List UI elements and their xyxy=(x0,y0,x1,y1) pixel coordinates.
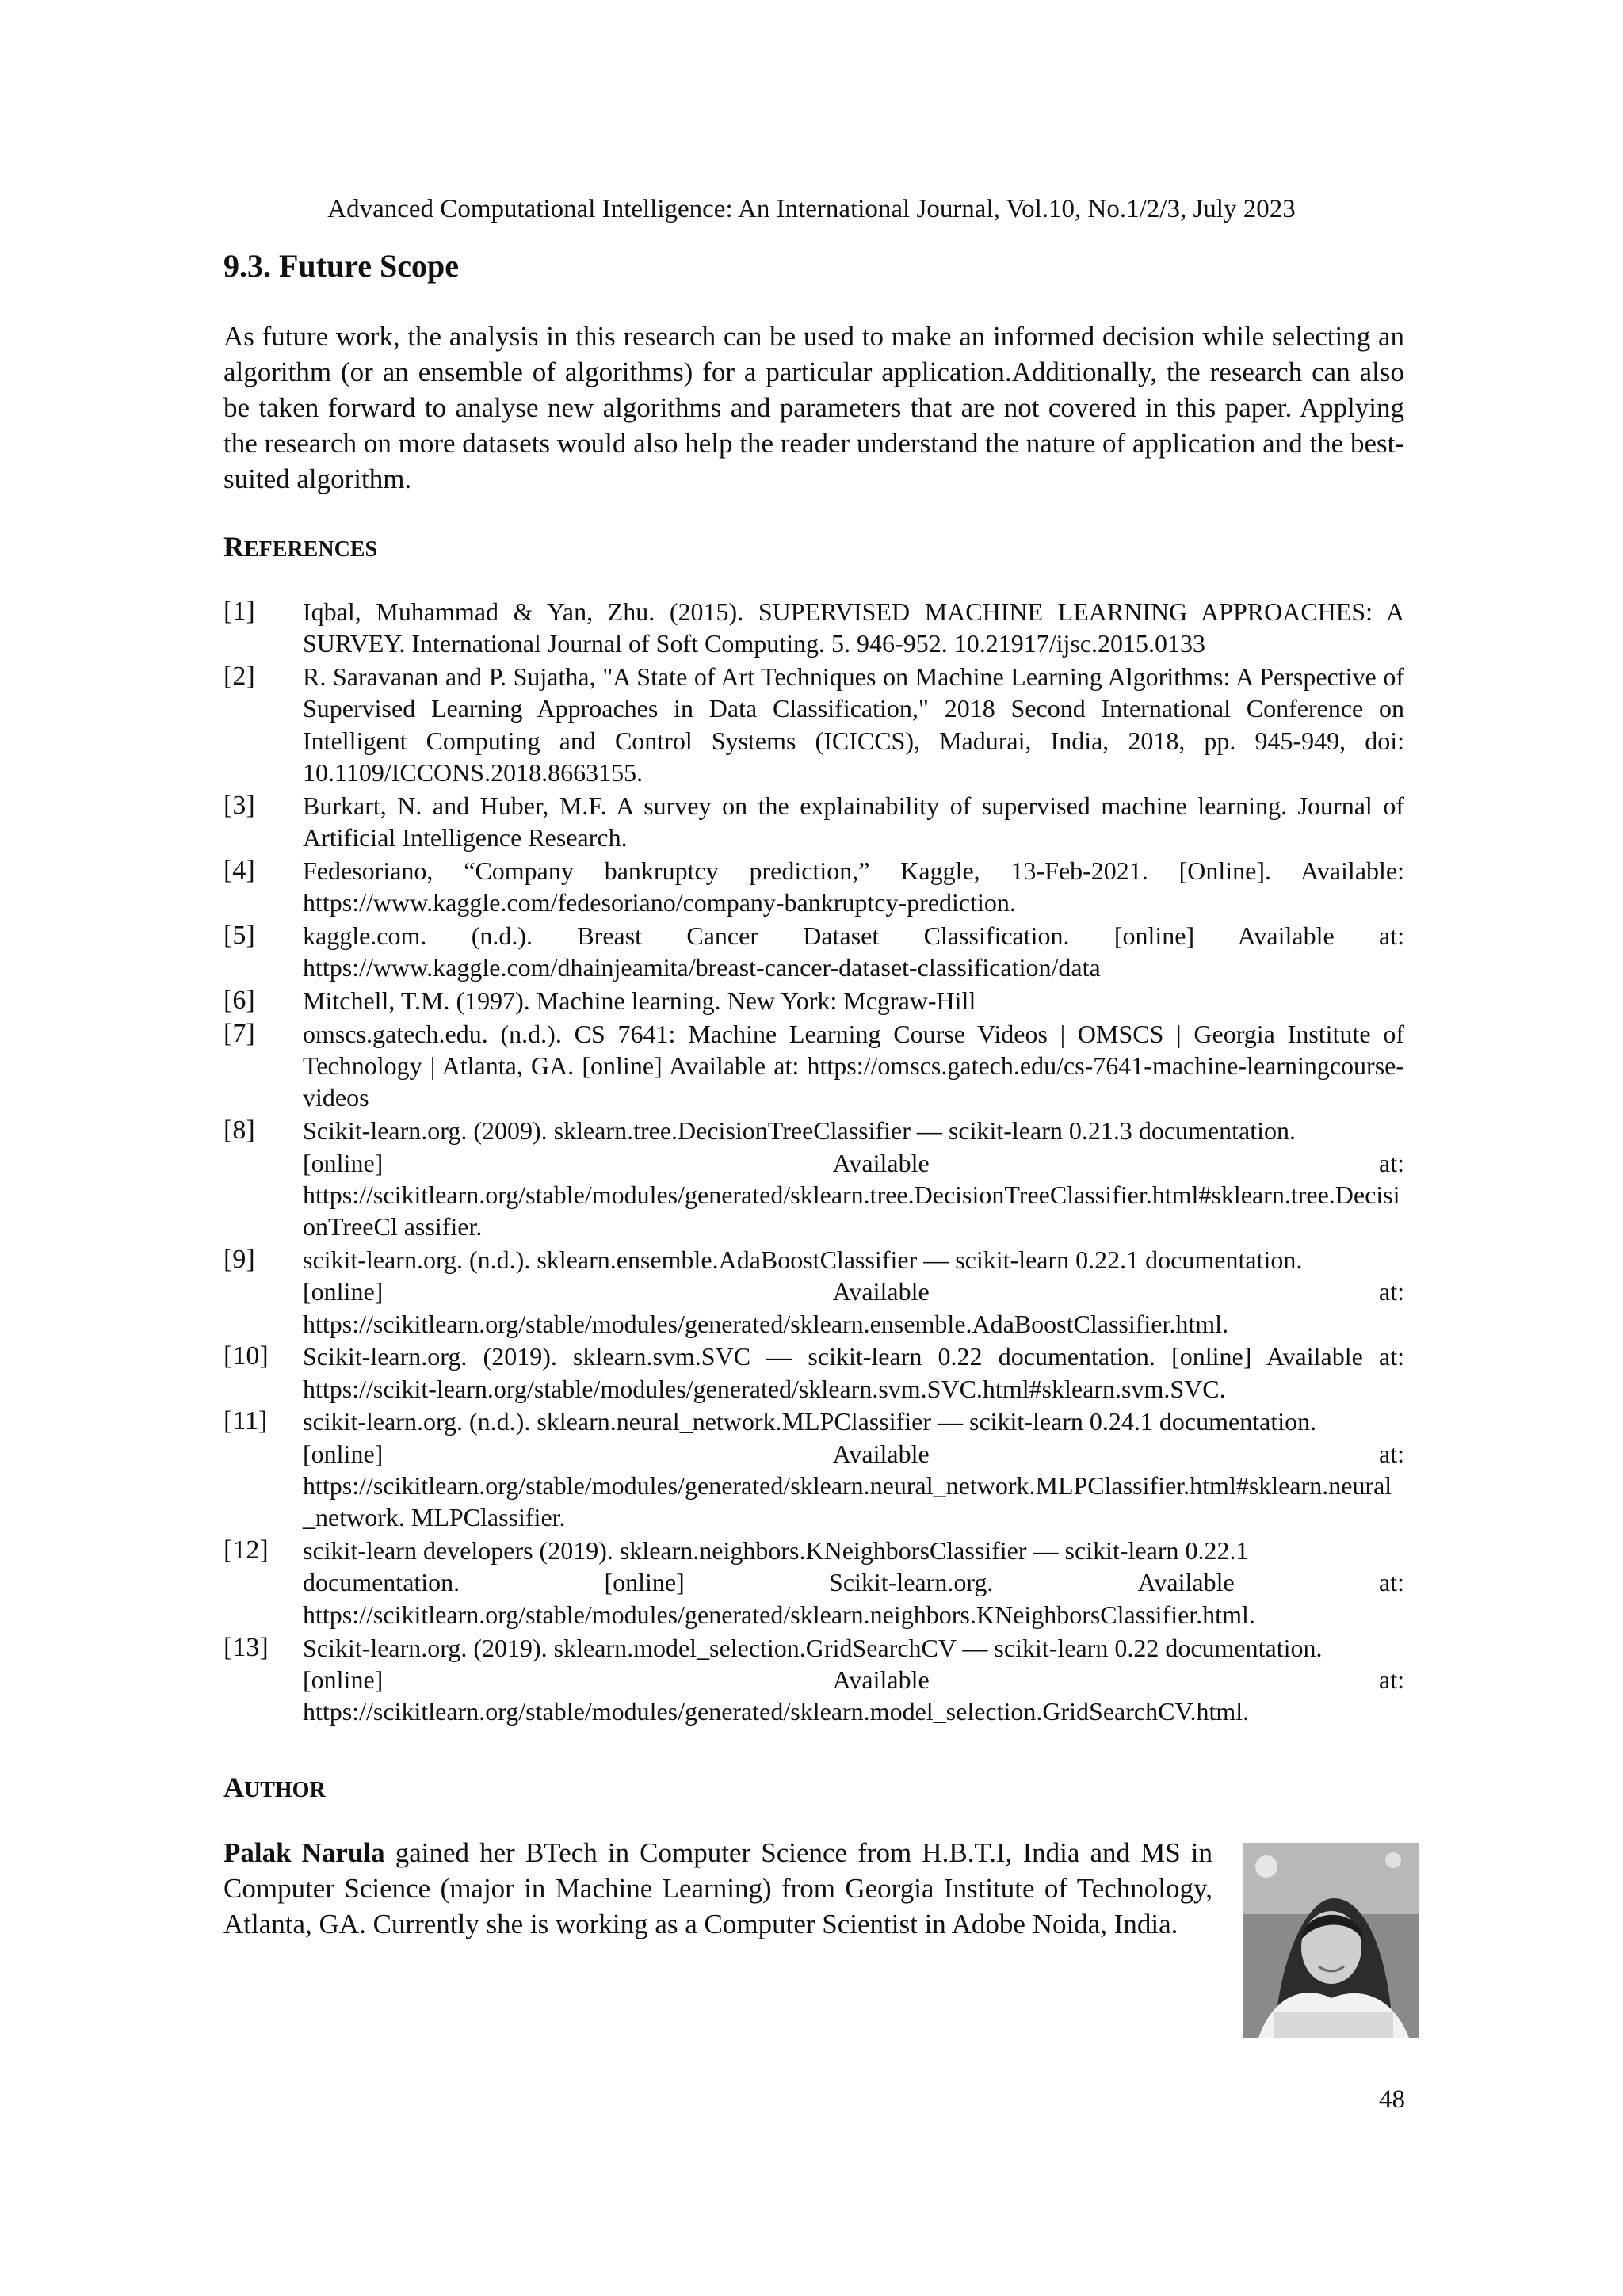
reference-number: [11] xyxy=(223,1406,268,1436)
reference-word: Available xyxy=(1137,1568,1235,1597)
reference-url: https://scikitlearn.org/stable/modules/generated/sklearn.tree.DecisionTreeClassifier.html#sklearn.tree.DecisionTreeCl assifier. xyxy=(303,1180,1400,1241)
reference-word: at: xyxy=(1379,1148,1404,1177)
reference-item xyxy=(223,1405,1404,1533)
reference-number: [4] xyxy=(223,855,255,885)
reference-url: https://scikitlearn.org/stable/modules/generated/sklearn.neural_network.MLPClassifier.html#sklearn.neural_network. MLPClassifier. xyxy=(303,1471,1392,1532)
reference-item xyxy=(223,1115,1404,1242)
reference-item xyxy=(223,1341,1404,1405)
reference-item xyxy=(223,920,1404,984)
reference-item xyxy=(223,985,1404,1016)
reference-word: [online] xyxy=(303,1439,384,1468)
reference-url: https://scikitlearn.org/stable/modules/generated/sklearn.ensemble.AdaBoostClassifier.html. xyxy=(303,1309,1229,1338)
reference-line: Scikit-learn.org. (2019). sklearn.model_selection.GridSearchCV — scikit-learn 0.22 documentation. xyxy=(303,1633,1323,1662)
reference-word: at: xyxy=(1379,1665,1404,1694)
reference-number: [1] xyxy=(223,597,255,626)
reference-text xyxy=(303,1115,1404,1242)
reference-spread-line xyxy=(303,1147,1404,1179)
references-heading-initial: R xyxy=(223,531,244,563)
author-bio-text: gained her BTech in Computer Science from H.B.T.I, India and MS in Computer Science (major in Machine Learning) from Georgia Institute of Technology, Atlanta, GA. Currently she is working as a Computer Scientist in Adobe Noida, India. xyxy=(223,1837,1212,1939)
reference-item xyxy=(223,596,1404,660)
reference-number: [9] xyxy=(223,1244,255,1274)
reference-word: Available xyxy=(832,1148,930,1177)
reference-word: at: xyxy=(1379,1439,1404,1468)
reference-line: Scikit-learn.org. (2009). sklearn.tree.DecisionTreeClassifier — scikit-learn 0.21.3 documentation. xyxy=(303,1116,1296,1146)
reference-number: [8] xyxy=(223,1116,255,1146)
reference-word: [online] xyxy=(303,1665,384,1694)
reference-item xyxy=(223,855,1404,919)
reference-line: scikit-learn.org. (n.d.). sklearn.ensemble.AdaBoostClassifier — scikit-learn 0.22.1 documentation. xyxy=(303,1245,1303,1274)
reference-text: kaggle.com. (n.d.). Breast Cancer Dataset Classification. [online] Available at: https://www.kaggle.com/dhainjeamita/breast-cancer-dataset-classification/data xyxy=(303,921,1404,982)
reference-spread-line xyxy=(303,1664,1404,1695)
reference-text: omscs.gatech.edu. (n.d.). CS 7641: Machine Learning Course Videos | OMSCS | Georgia Institute of Technology | Atlanta, GA. [online] Available at: https://omscs.gatech.edu/cs-7641-machine-learningcourse-videos xyxy=(303,1019,1404,1112)
reference-item xyxy=(223,1244,1404,1340)
reference-number: [7] xyxy=(223,1018,255,1048)
reference-line: scikit-learn developers (2019). sklearn.neighbors.KNeighborsClassifier — scikit-learn 0.22.1 xyxy=(303,1536,1249,1566)
section-heading-future-scope: 9.3. Future Scope xyxy=(223,248,460,284)
reference-text: R. Saravanan and P. Sujatha, "A State of Art Techniques on Machine Learning Algorithms: A Perspective of Supervised Learning Approaches in Data Classification," 2018 Second International Conference on Intelligent Computing and Control Systems (ICICCS), Madurai, India, 2018, pp. 945-949, doi: 10.1109/ICCONS.2018.8663155. xyxy=(303,662,1404,787)
author-portrait-photo xyxy=(1243,1843,1419,2038)
reference-number: [12] xyxy=(223,1535,269,1566)
reference-word: Scikit-learn.org. xyxy=(829,1568,994,1597)
reference-number: [13] xyxy=(223,1632,269,1662)
author-heading xyxy=(223,1770,326,1808)
reference-word: documentation. xyxy=(303,1568,460,1597)
reference-spread-line xyxy=(303,1438,1404,1470)
reference-word: [online] xyxy=(303,1148,384,1177)
reference-text xyxy=(303,1244,1404,1340)
reference-spread-line xyxy=(303,1566,1404,1598)
author-heading-rest: UTHOR xyxy=(244,1778,326,1802)
reference-item xyxy=(223,1535,1404,1630)
reference-text: Iqbal, Muhammad & Yan, Zhu. (2015). SUPERVISED MACHINE LEARNING APPROACHES: A SURVEY. International Journal of Soft Computing. 5. 946-952. 10.21917/ijsc.2015.0133 xyxy=(303,597,1404,658)
reference-number: [5] xyxy=(223,920,255,950)
reference-word: at: xyxy=(1379,1277,1404,1306)
reference-text: Fedesoriano, “Company bankruptcy prediction,” Kaggle, 13-Feb-2021. [Online]. Available: https://www.kaggle.com/fedesoriano/company-bankruptcy-prediction. xyxy=(303,856,1404,917)
reference-item xyxy=(223,1632,1404,1728)
reference-word: Available xyxy=(832,1665,930,1694)
reference-text: Burkart, N. and Huber, M.F. A survey on the explainability of supervised machine learning. Journal of Artificial Intelligence Research. xyxy=(303,791,1404,852)
reference-word: [online] xyxy=(604,1568,685,1597)
reference-line: scikit-learn.org. (n.d.). sklearn.neural_network.MLPClassifier — scikit-learn 0.24.1 documentation. xyxy=(303,1407,1317,1436)
reference-number: [10] xyxy=(223,1341,269,1371)
author-name: Palak Narula xyxy=(223,1837,385,1868)
reference-number: [6] xyxy=(223,986,255,1016)
reference-number: [3] xyxy=(223,790,255,820)
reference-text xyxy=(303,1535,1404,1630)
reference-list xyxy=(223,596,1404,1729)
reference-item xyxy=(223,790,1404,854)
reference-spread-line xyxy=(303,1276,1404,1307)
reference-text: Scikit-learn.org. (2019). sklearn.svm.SVC — scikit-learn 0.22 documentation. [online] Available at: https://scikit-learn.org/stable/modules/generated/sklearn.svm.SVC.html#sklearn.svm.SVC. xyxy=(303,1342,1404,1403)
reference-item xyxy=(223,1018,1404,1114)
reference-url: https://scikitlearn.org/stable/modules/generated/sklearn.neighbors.KNeighborsClassifier.html. xyxy=(303,1600,1255,1629)
reference-word: Available xyxy=(832,1277,930,1306)
reference-word: at: xyxy=(1378,1568,1404,1597)
references-heading xyxy=(223,529,377,567)
page-number: 48 xyxy=(1379,2085,1405,2114)
reference-word: [online] xyxy=(303,1277,384,1306)
reference-text xyxy=(303,1632,1404,1728)
author-heading-initial: A xyxy=(223,1772,244,1803)
reference-item xyxy=(223,661,1404,788)
reference-text xyxy=(303,1405,1404,1533)
reference-url: https://scikitlearn.org/stable/modules/generated/sklearn.model_selection.GridSearchCV.html. xyxy=(303,1697,1250,1726)
running-header: Advanced Computational Intelligence: An International Journal, Vol.10, No.1/2/3, July 2023 xyxy=(327,195,1296,223)
future-scope-paragraph: As future work, the analysis in this research can be used to make an informed decision while selecting an algorithm (or an ensemble of algorithms) for a particular application.Additionally, the research can also be taken forward to analyse new algorithms and parameters that are not covered in this paper. Applying the research on more datasets would also help the reader understand the nature of application and the best-suited algorithm. xyxy=(223,321,1404,494)
reference-text: Mitchell, T.M. (1997). Machine learning. New York: Mcgraw-Hill xyxy=(303,986,976,1016)
references-heading-rest: EFERENCES xyxy=(244,537,378,562)
reference-number: [2] xyxy=(223,662,255,692)
reference-word: Available xyxy=(832,1439,930,1468)
author-bio xyxy=(223,1835,1212,1942)
